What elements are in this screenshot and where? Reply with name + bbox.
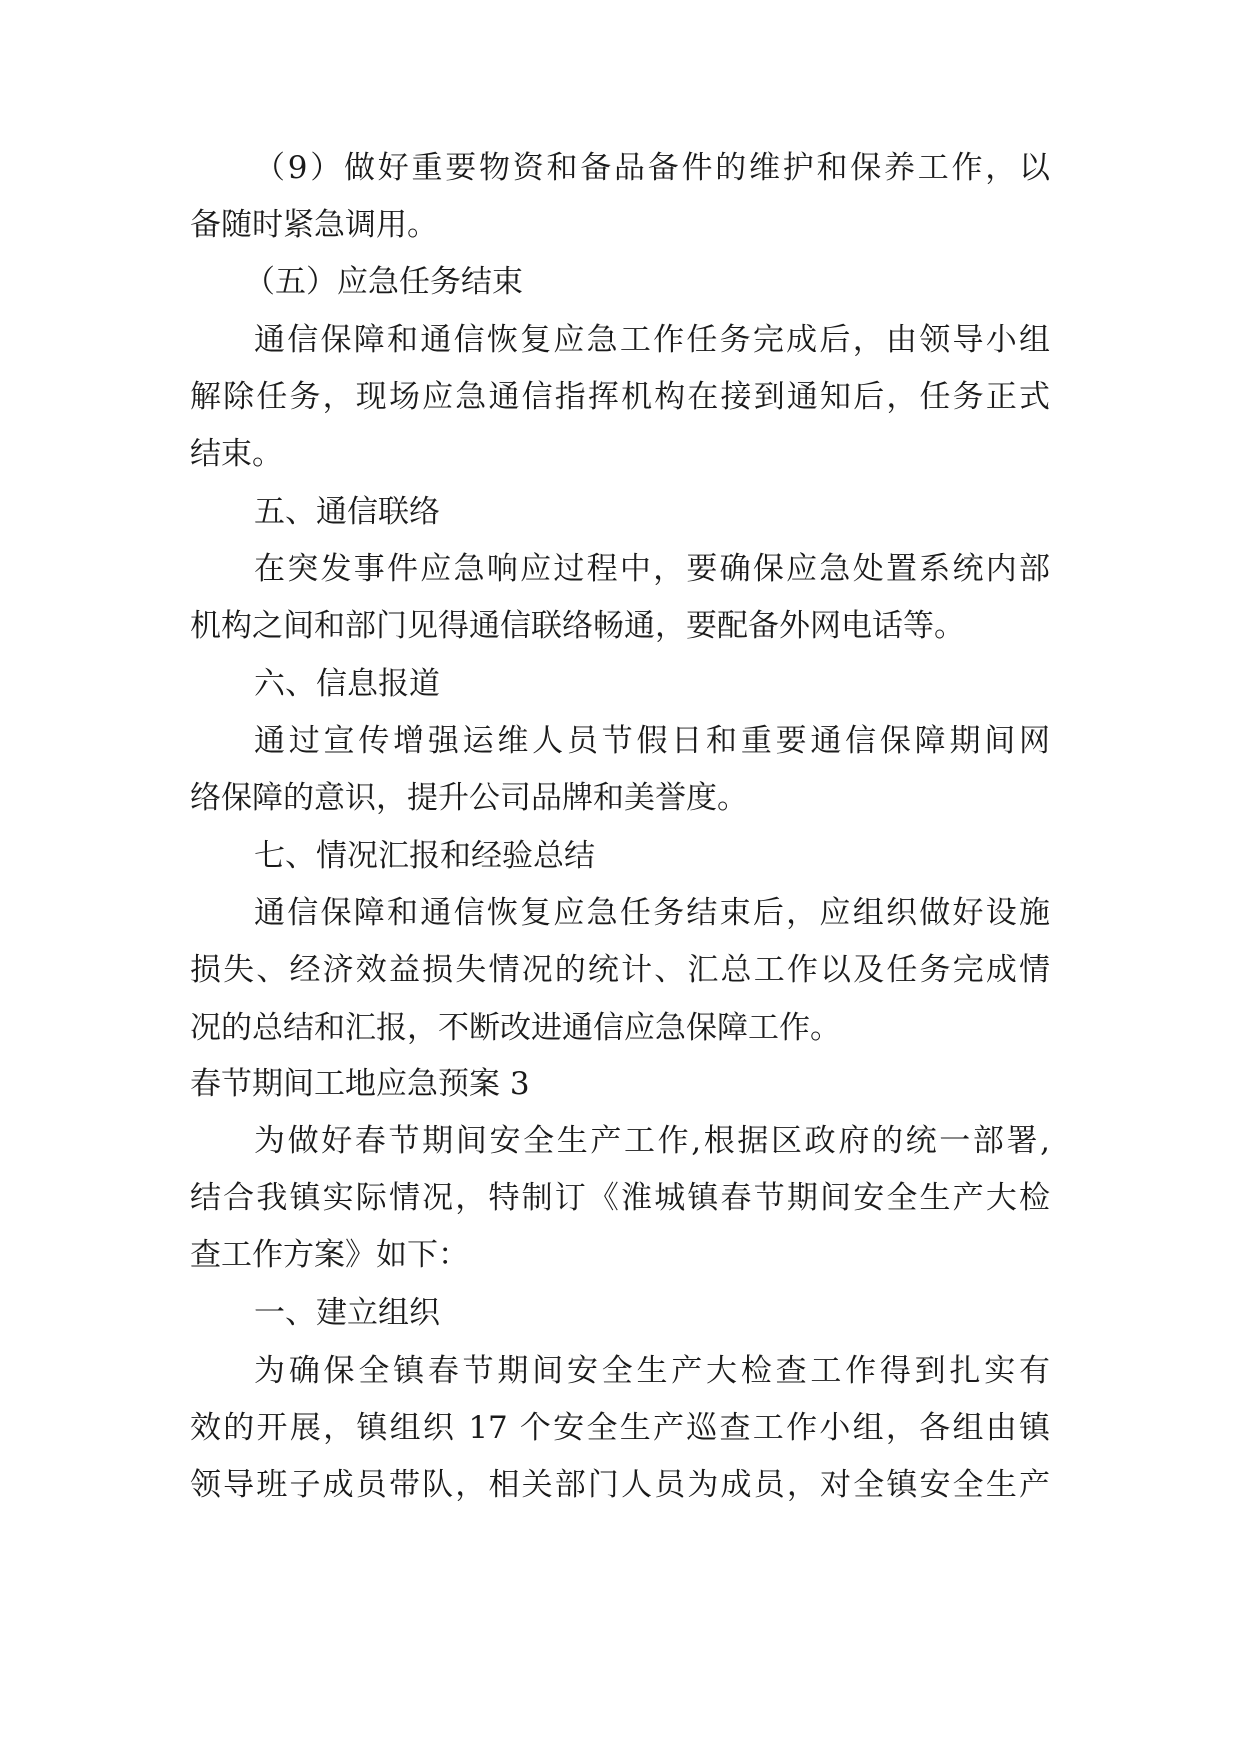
text-line: 在突发事件应急响应过程中，要确保应急处置系统内部 bbox=[254, 551, 1050, 587]
section-heading: 七、情况汇报和经验总结 bbox=[254, 838, 595, 874]
text-line: 查工作方案》如下： bbox=[190, 1237, 469, 1273]
text-line: 机构之间和部门见得通信联络畅通，要配备外网电话等。 bbox=[190, 608, 965, 644]
section-heading: 六、信息报道 bbox=[254, 666, 440, 702]
text-line: 领导班子成员带队，相关部门人员为成员，对全镇安全生产 bbox=[190, 1467, 1050, 1503]
text-line: 通信保障和通信恢复应急工作任务完成后，由领导小组 bbox=[254, 322, 1050, 358]
text-line: 备随时紧急调用。 bbox=[190, 207, 438, 243]
text-line: 通信保障和通信恢复应急任务结束后，应组织做好设施 bbox=[254, 895, 1050, 931]
text-line: 络保障的意识，提升公司品牌和美誉度。 bbox=[190, 780, 748, 816]
text-line: 结束。 bbox=[190, 436, 283, 472]
text-line: 结合我镇实际情况，特制订《淮城镇春节期间安全生产大检 bbox=[190, 1180, 1050, 1216]
text-line: （9）做好重要物资和备品备件的维护和保养工作，以 bbox=[254, 150, 1050, 186]
text-line: 效的开展，镇组织 17 个安全生产巡查工作小组，各组由镇 bbox=[190, 1410, 1050, 1446]
text-line: 为确保全镇春节期间安全生产大检查工作得到扎实有 bbox=[254, 1353, 1050, 1389]
section-heading: 五、通信联络 bbox=[254, 494, 440, 530]
text-line: 损失、经济效益损失情况的统计、汇总工作以及任务完成情 bbox=[190, 952, 1050, 988]
text-line: 况的总结和汇报，不断改进通信应急保障工作。 bbox=[190, 1010, 841, 1046]
document-title: 春节期间工地应急预案 3 bbox=[190, 1066, 530, 1102]
section-heading: 一、建立组织 bbox=[254, 1295, 440, 1331]
text-line: 通过宣传增强运维人员节假日和重要通信保障期间网 bbox=[254, 723, 1050, 759]
text-line: 为做好春节期间安全生产工作,根据区政府的统一部署, bbox=[254, 1123, 1050, 1159]
text-line: 解除任务，现场应急通信指挥机构在接到通知后，任务正式 bbox=[190, 379, 1050, 415]
section-heading: （五）应急任务结束 bbox=[244, 264, 523, 300]
